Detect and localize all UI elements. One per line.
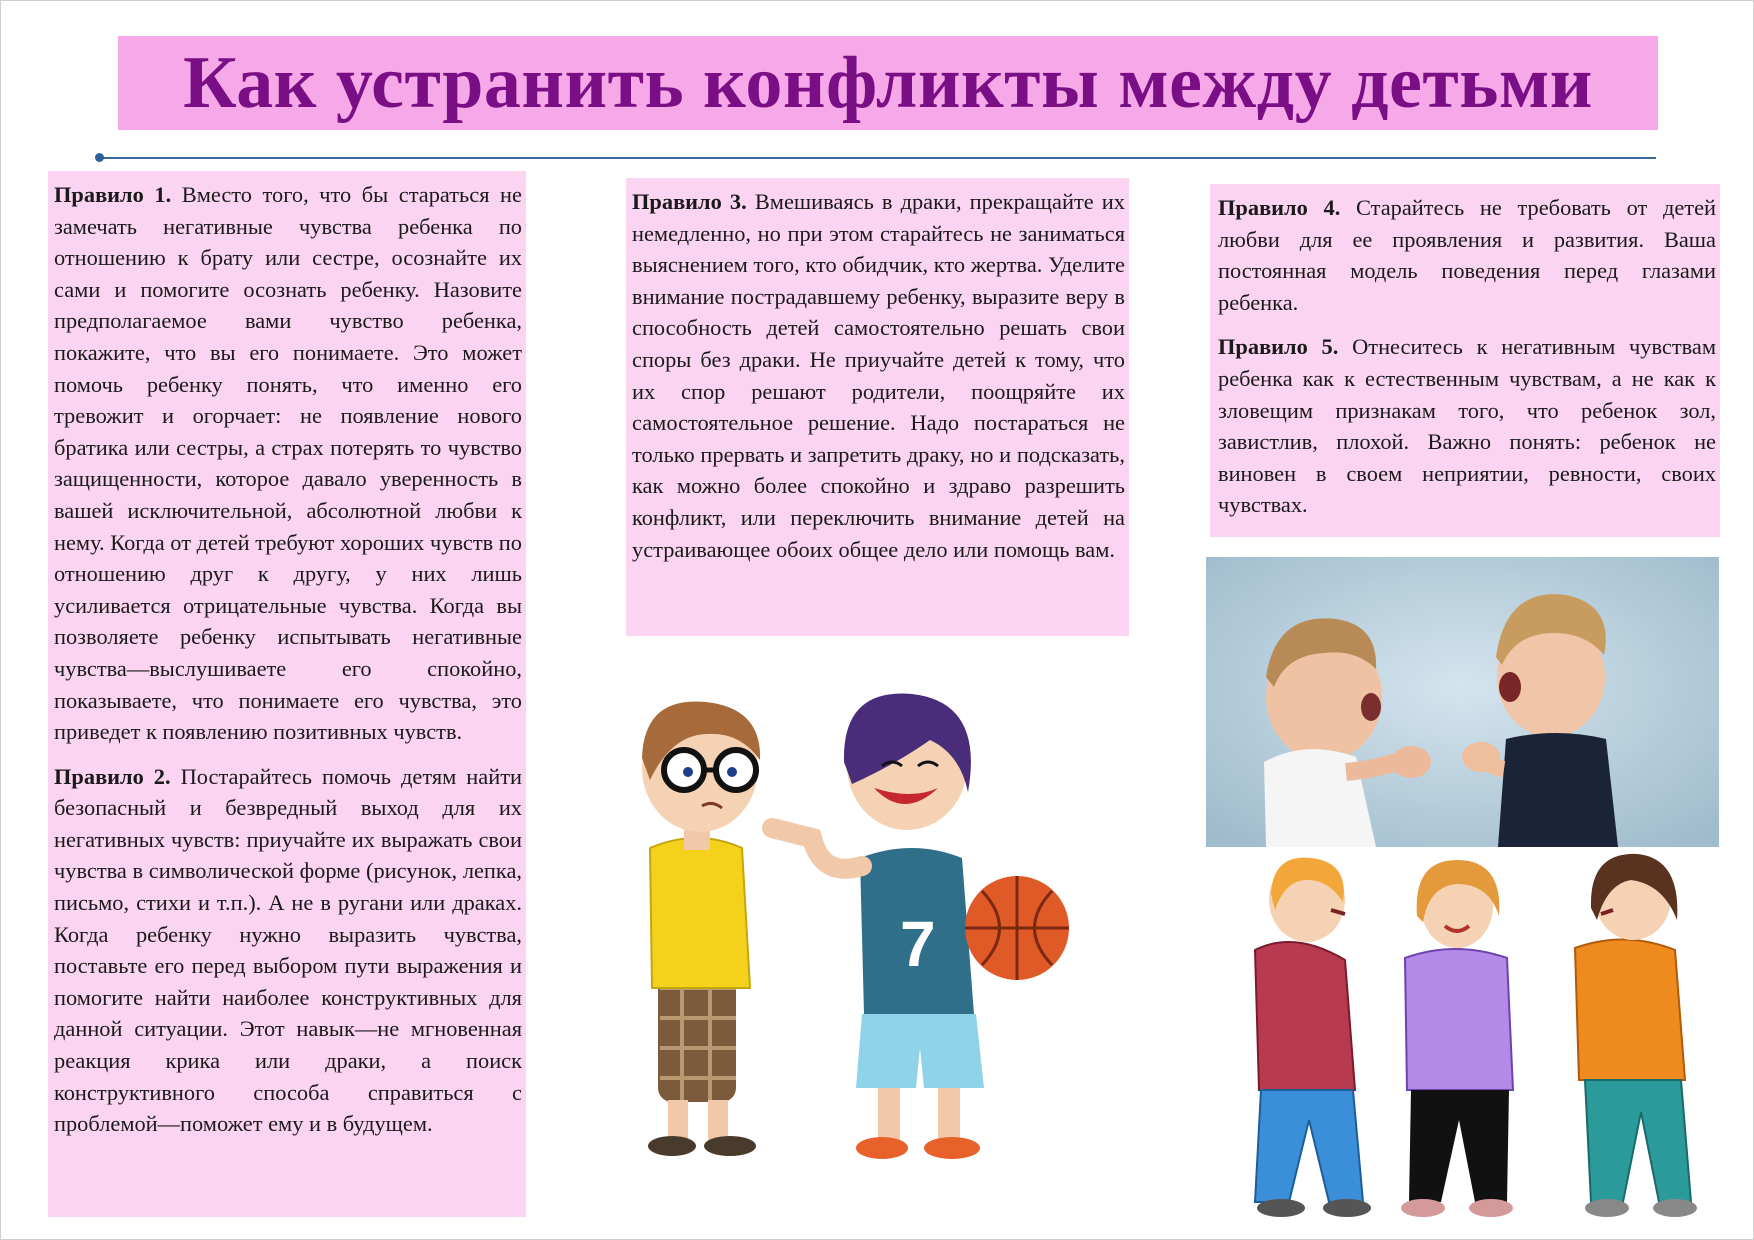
- rule-1-text: Вместо того, что бы стараться не замечать негативные чувства ребенка по отношению к брату или сестре, осознайте их сами и помогите осознать ребенку. Назовите предполагаемое вами чувство ребенка, покажите, что вы его понимаете. Это может помочь ребенку понять, что именно его тревожит и огорчает: не появление нового братика или сестры, а страх потерять то чувство защищенности, которое давало уверенность в вашей исключительной, абсолютной любви к нему. Когда от детей требуют хороших чувств по отношению друг к другу, у них лишь усиливается отрицательные чувства. Когда вы позволяете ребенку испытывать негативные чувства—выслушиваете его спокойно, показываете, что понимаете его чувства, это приведет к появлению позитивных чувств.: [54, 182, 522, 745]
- rule-1-paragraph: [54, 179, 522, 748]
- rule-4-label: Правило 4.: [1218, 195, 1341, 220]
- rule-3-label: Правило 3.: [632, 189, 747, 214]
- rule-4-paragraph: [1218, 192, 1716, 318]
- rule-2-label: Правило 2.: [54, 763, 171, 789]
- page-title: Как устранить конфликты между детьми: [183, 41, 1593, 124]
- rule-5-label: Правило 5.: [1218, 334, 1339, 360]
- title-banner: [118, 36, 1658, 130]
- text-box-rules-4-5: [1210, 184, 1720, 537]
- rule-5-text: Отнеситесь к негативным чувствам ребенка как к естественным чувствам, а не как к зловещим признакам того, что ребенок зол, завистлив, плохой. Важно понять: ребенок не виновен в своем неприятии, ревности, своих чувствах.: [1218, 334, 1716, 518]
- rule-3-paragraph: [632, 186, 1125, 565]
- illustration-three-kids-arguing: [1245, 850, 1715, 1222]
- rule-5-paragraph: [1218, 331, 1716, 521]
- divider-line: [100, 157, 1656, 159]
- jersey-number: 7: [900, 908, 936, 980]
- rule-1-label: Правило 1.: [54, 182, 172, 207]
- divider-dot: [95, 153, 104, 162]
- rule-2-text: Постарайтесь помочь детям найти безопасный и безвредный выход для их негативных чувств: приучайте их выражать свои чувства в символической форме (рисунок, лепка, письмо, стихи и т.п.). А не в ругани или драках. Когда ребенку нужно выразить чувства, поставьте его перед выбором пути выражения и помогите найти наиболее конструктивных для данной ситуации. Этот навык—не мгновенная реакция крика или драки, а поиск конструктивного способа справиться с проблемой—поможет ему и в будущем.: [54, 763, 522, 1137]
- illustration-two-boys: [612, 688, 1122, 1168]
- rule-4-text: Старайтесь не требовать от детей любви для ее проявления и развития. Ваша постоянная модель поведения перед глазами ребенка.: [1218, 195, 1716, 315]
- photo-boys-arguing: [1206, 557, 1719, 847]
- text-box-rules-1-2: [48, 171, 526, 1217]
- text-box-rule-3: [626, 178, 1129, 636]
- rule-3-text: Вмешиваясь в драки, прекращайте их немедленно, но при этом старайтесь не заниматься выяснением того, кто обидчик, кто жертва. Уделите внимание пострадавшему ребенку, выразите веру в способность детей самостоятельно решать свои споры без драки. Не приучайте детей к тому, что их спор решают родители, поощряйте их самостоятельное решение. Надо постараться не только прервать и запретить драку, но и подсказать, как можно более спокойно и здраво разрешить конфликт, или переключить внимание детей на устраивающее обоих общее дело или помощь вам.: [632, 189, 1125, 562]
- rule-2-paragraph: [54, 761, 522, 1140]
